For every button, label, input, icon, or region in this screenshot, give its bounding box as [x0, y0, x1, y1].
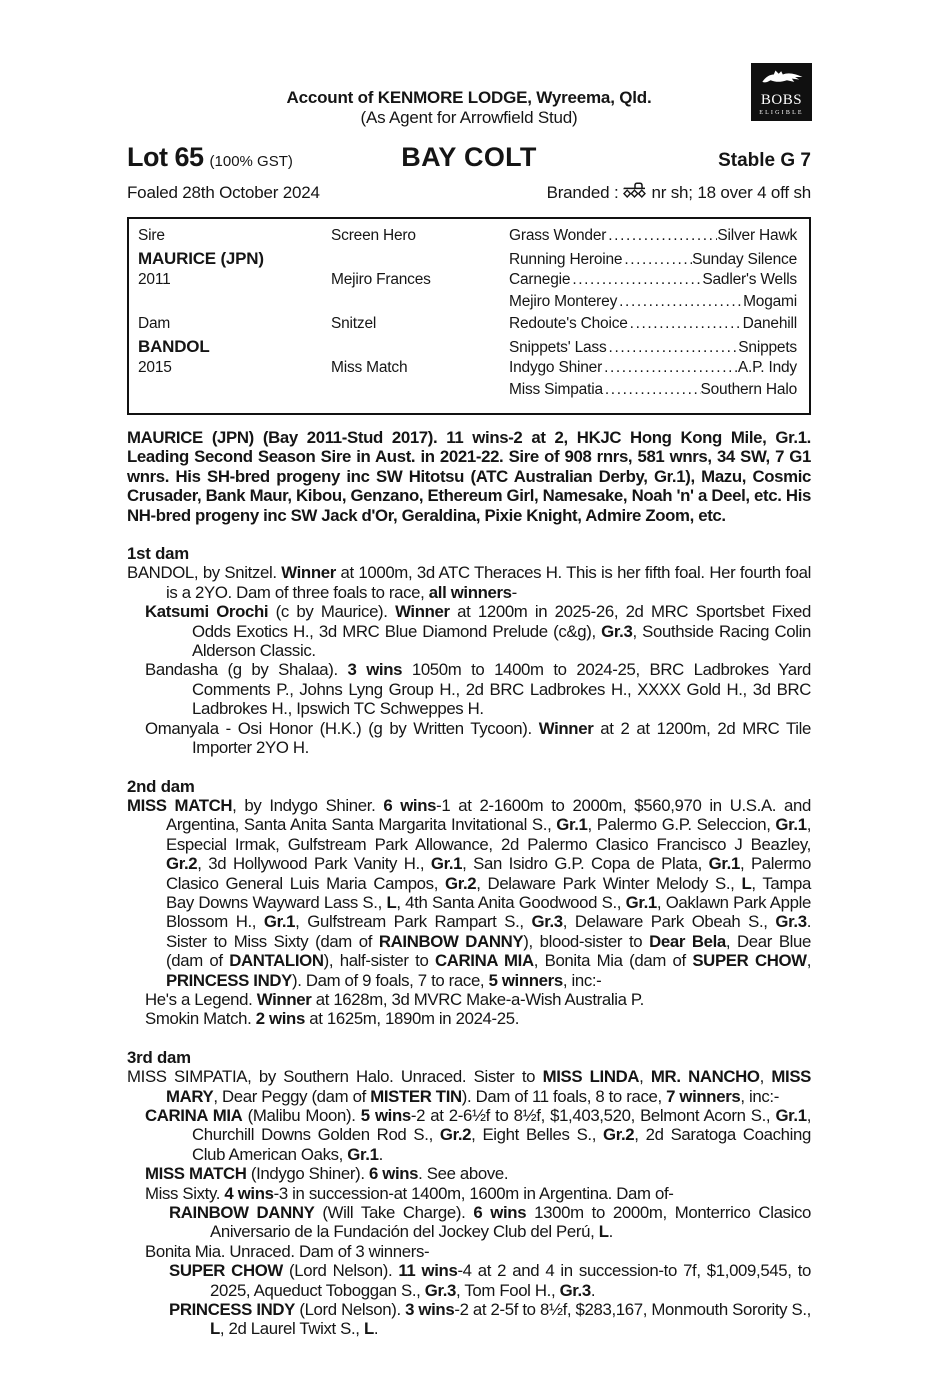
gen3-row: Grass Wonder ..... Silver Hawk: [509, 227, 797, 245]
brand-description: nr sh; 18 over 4 off sh: [651, 183, 811, 202]
section-2nd-dam: [127, 777, 811, 1029]
progeny-entry: Bonita Mia. Unraced. Dam of 3 winners-: [145, 1241, 430, 1261]
lot-header-row: [127, 142, 811, 173]
horse-head-icon: [759, 68, 805, 91]
bobs-badge-subtitle: ELIGIBLE: [759, 110, 804, 116]
horse-description-title: BAY COLT: [401, 142, 537, 172]
pedigree-table: [127, 217, 811, 415]
bobs-eligible-badge: [751, 63, 812, 121]
gen3-row: Carnegie ..... Sadler's Wells: [509, 271, 797, 289]
dam-dam: Miss Match: [331, 359, 408, 376]
sire-summary-paragraph: MAURICE (JPN) (Bay 2011-Stud 2017). 11 wins-2 at 2, HKJC Hong Kong Mile, Gr.1. Leading Second Season Sire in Aust. in 2021-22. Sire of 908 rnrs, 581 wnrs, 34 SW, 7 G1 wnrs. His SH-bred progeny inc SW Hitotsu (ATC Australian Derby, Gr.1), Mazu, Cosmic Crusader, Bank Maur, Kibou, Genzano, Ethereum Girl, Namesake, Noah 'n' a Deel, etc. His NH-bred progeny inc SW Jack d'Or, Geraldina, Pixie Knight, Admire Zoom, etc.: [127, 428, 811, 525]
branded-label: Branded :: [546, 183, 619, 202]
progeny-entry: He's a Legend. Winner at 1628m, 3d MVRC Make-a-Wish Australia P.: [145, 989, 644, 1009]
progeny-entry: Bandasha (g by Shalaa). 3 wins 1050m to 1400m to 2024-25, BRC Ladbrokes Yard Comments P., Johns Lyng Group H., 2d BRC Ladbrokes H., XXXX Gold H., 3d BRC Ladbrokes H., Ipswich TC Schweppes H.: [145, 660, 812, 719]
gen3-row: Miss Simpatia ..... Southern Halo: [509, 381, 797, 399]
gst-note: (100% GST): [209, 153, 293, 170]
section-1st-dam: [127, 544, 811, 757]
stud-brand-diamonds-icon: [623, 181, 646, 205]
dot-leader: [617, 293, 743, 311]
branding-details: [547, 181, 811, 205]
sire-year: 2011: [138, 271, 171, 288]
dot-leader: [607, 339, 739, 357]
sire-sire: Screen Hero: [331, 227, 416, 244]
gen3-row: Mejiro Monterey ..... Mogami: [509, 293, 797, 311]
section-heading: 1st dam: [127, 544, 190, 564]
vendor-agent-line: (As Agent for Arrowfield Stud): [360, 108, 578, 127]
dam-year: 2015: [138, 359, 172, 376]
gen3-row: Redoute's Choice ..... Danehill: [509, 315, 797, 333]
progeny-entry: Smokin Match. 2 wins at 1625m, 1890m in 2024-25.: [145, 1009, 520, 1029]
progeny-entry: Miss Sixty. 4 wins-3 in succession-at 1400m, 1600m in Argentina. Dam of-: [145, 1183, 674, 1203]
stable-location: Stable G 7: [718, 150, 811, 171]
bobs-badge-title: BOBS: [760, 92, 803, 108]
dot-leader: [570, 271, 702, 289]
dot-leader: [603, 381, 701, 399]
foaled-date: Foaled 28th October 2024: [127, 183, 320, 202]
gen3-row: Snippets' Lass ..... Snippets: [509, 339, 797, 357]
progeny-entry: Omanyala - Osi Honor (H.K.) (g by Written Tycoon). Winner at 2 at 1200m, 2d MRC Tile Importer 2YO H.: [145, 718, 811, 758]
lot-number: Lot 65: [127, 142, 204, 172]
progeny-entry: MISS MATCH (Indygo Shiner). 6 wins. See above.: [145, 1164, 509, 1184]
sire-name: MAURICE (JPN): [138, 249, 264, 268]
grand-progeny-entry: RAINBOW DANNY (Will Take Charge). 6 wins 1300m to 2000m, Monterrico Clasico Aniversario de la Fundación del Jockey Club del Perú, L.: [169, 1203, 811, 1242]
dam-entry: MISS MATCH, by Indygo Shiner. 6 wins-1 at 2-1600m to 2000m, $560,970 in U.S.A. and Argentina, Santa Anita Santa Margarita Invitational S., Gr.1, Palermo G.P. Seleccion, Gr.1, Especial Irmak, Gulfstream Park Allowance, 2d Palermo Clasico Francisco J Beazley, Gr.2, 3d Hollywood Park Vanity H., Gr.1, San Isidro G.P. Copa de Plata, Gr.1, Palermo Clasico General Luis Maria Campos, Gr.2, Delaware Park Winter Melody S., L, Tampa Bay Downs Wayward Lass S., L, 4th Santa Anita Goodwood S., Gr.1, Oaklawn Park Apple Blossom H., Gr.1, Gulfstream Park Rampart S., Gr.3, Delaware Park Obeah S., Gr.3. Sister to Miss Sixty (dam of RAINBOW DANNY), blood-sister to Dear Bela, Dear Blue (dam of DANTALION), half-sister to CARINA MIA, Bonita Mia (dam of SUPER CHOW, PRINCESS INDY). Dam of 9 foals, 7 to race, 5 winners, inc:-: [127, 795, 812, 990]
sire-dam: Mejiro Frances: [331, 271, 431, 288]
dam-entry: MISS SIMPATIA, by Southern Halo. Unraced. Sister to MISS LINDA, MR. NANCHO, MISS MARY, Dear Peggy (dam of MISTER TIN). Dam of 11 foals, 8 to race, 7 winners, inc:-: [127, 1067, 812, 1106]
dot-leader: [628, 315, 743, 333]
foaled-branded-row: [127, 181, 811, 205]
gen3-row: Running Heroine ..... Sunday Silence: [509, 251, 797, 269]
dam-label: Dam: [138, 315, 171, 332]
dot-leader: [606, 227, 717, 245]
dot-leader: [622, 251, 692, 269]
dam-name: BANDOL: [138, 337, 210, 356]
dam-entry: BANDOL, by Snitzel. Winner at 1000m, 3d ATC Theraces H. This is her fifth foal. Her fourth foal is a 2YO. Dam of three foals to race, all winners-: [127, 563, 811, 602]
grand-progeny-entry: SUPER CHOW (Lord Nelson). 11 wins-4 at 2 and 4 in succession-to 7f, $1,009,545, to 2025, Aqueduct Toboggan S., Gr.3, Tom Fool H., Gr.3.: [169, 1261, 811, 1300]
dam-sire: Snitzel: [331, 315, 377, 332]
grand-progeny-entry: PRINCESS INDY (Lord Nelson). 3 wins-2 at 2-5f to 8½f, $283,167, Monmouth Sorority S., L, 2d Laurel Twixt S., L.: [169, 1300, 811, 1339]
progeny-entry: Katsumi Orochi (c by Maurice). Winner at 1200m in 2025-26, 2d MRC Sportsbet Fixed Odds Exotics H., 3d MRC Blue Diamond Prelude (c&g), Gr.3, Southside Racing Colin Alderson Classic.: [145, 602, 811, 661]
dot-leader: [602, 359, 738, 377]
section-heading: 2nd dam: [127, 776, 195, 796]
lot-number-group: [127, 142, 401, 173]
gen3-row: Indygo Shiner ..... A.P. Indy: [509, 359, 797, 377]
section-heading: 3rd dam: [127, 1047, 191, 1067]
progeny-entry: CARINA MIA (Malibu Moon). 5 wins-2 at 2-6½f to 8½f, $1,403,520, Belmont Acorn S., Gr.1, Churchill Downs Golden Rod S., Gr.2, Eight Belles S., Gr.2, 2d Saratoga Coaching Club American Oaks, Gr.1.: [145, 1106, 812, 1164]
section-3rd-dam: [127, 1048, 811, 1339]
vendor-account-line: Account of KENMORE LODGE, Wyreema, Qld.: [286, 88, 652, 107]
sire-label: Sire: [138, 227, 165, 244]
